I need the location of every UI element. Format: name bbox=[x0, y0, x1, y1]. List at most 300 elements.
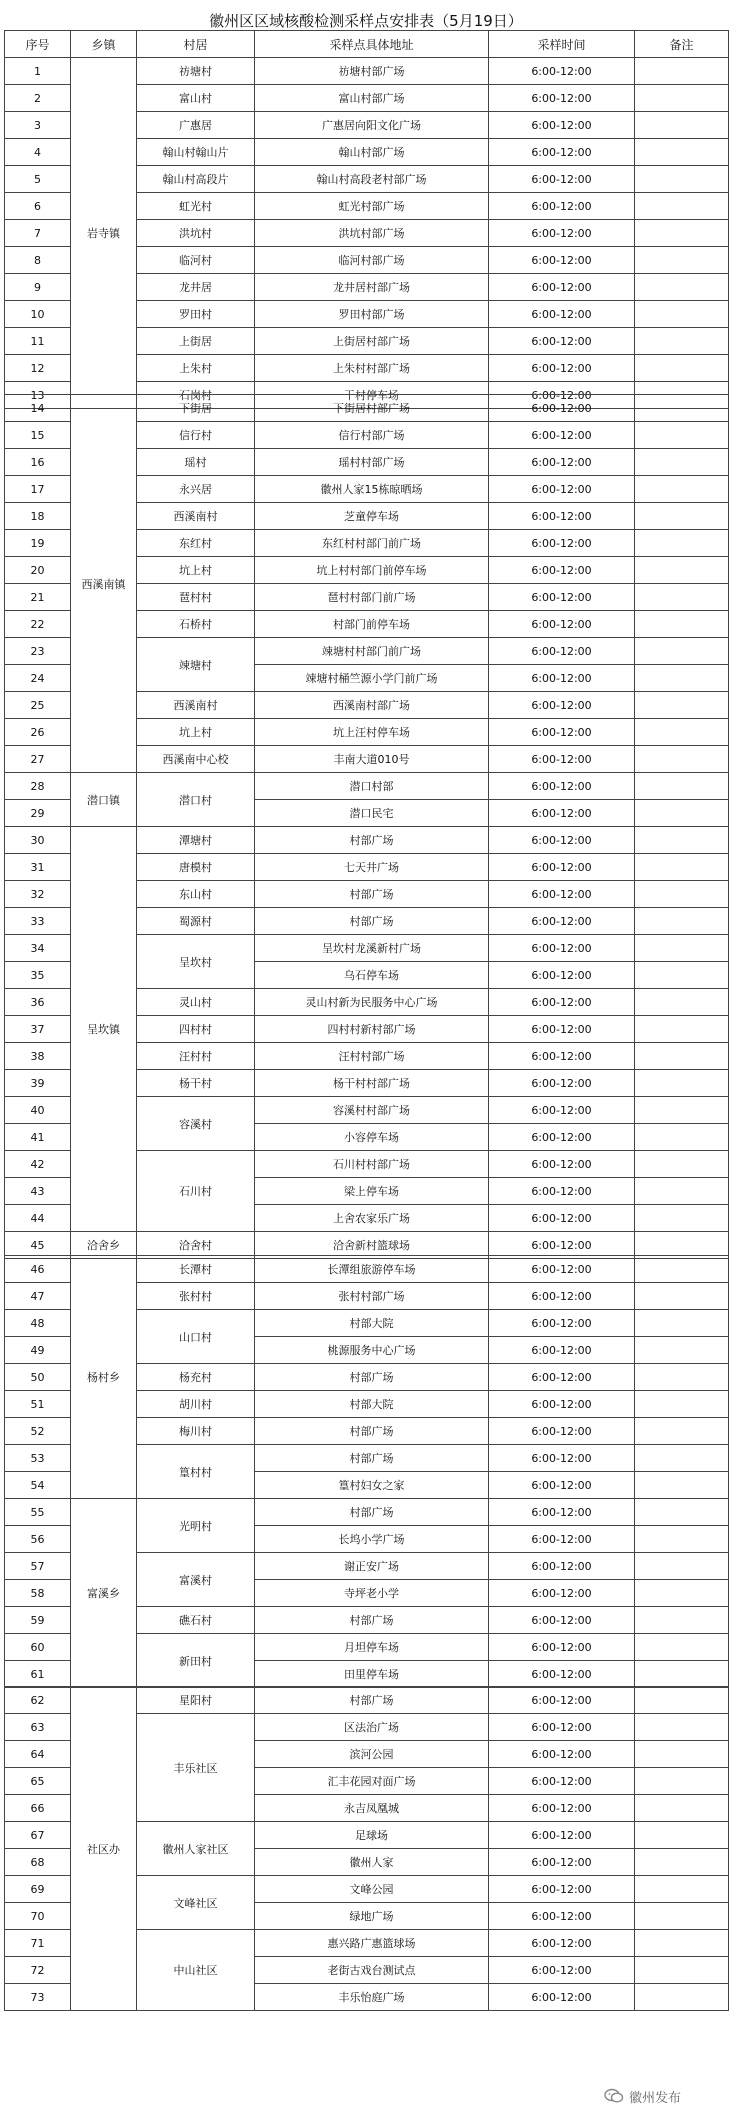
remark-cell bbox=[635, 355, 729, 382]
row-index: 22 bbox=[5, 611, 71, 638]
remark-cell bbox=[635, 1445, 729, 1472]
row-index: 38 bbox=[5, 1043, 71, 1070]
row-index: 28 bbox=[5, 773, 71, 800]
time-cell: 6:00-12:00 bbox=[489, 328, 635, 355]
time-cell: 6:00-12:00 bbox=[489, 1151, 635, 1178]
remark-cell bbox=[635, 193, 729, 220]
village-cell: 石岗村 bbox=[137, 382, 255, 409]
time-cell: 6:00-12:00 bbox=[489, 557, 635, 584]
address-cell: 上街居村部广场 bbox=[255, 328, 489, 355]
row-index: 61 bbox=[5, 1661, 71, 1688]
village-cell: 长潭村 bbox=[137, 1256, 255, 1283]
time-cell: 6:00-12:00 bbox=[489, 1876, 635, 1903]
remark-cell bbox=[635, 611, 729, 638]
village-cell: 星阳村 bbox=[137, 1687, 255, 1714]
time-cell: 6:00-12:00 bbox=[489, 382, 635, 409]
remark-cell bbox=[635, 1607, 729, 1634]
remark-cell bbox=[635, 1930, 729, 1957]
table-row bbox=[5, 827, 729, 854]
remark-cell bbox=[635, 1741, 729, 1768]
remark-cell bbox=[635, 58, 729, 85]
remark-cell bbox=[635, 274, 729, 301]
time-cell: 6:00-12:00 bbox=[489, 1795, 635, 1822]
row-index: 27 bbox=[5, 746, 71, 773]
village-cell: 下街居 bbox=[137, 395, 255, 422]
row-index: 41 bbox=[5, 1124, 71, 1151]
row-index: 37 bbox=[5, 1016, 71, 1043]
remark-cell bbox=[635, 1876, 729, 1903]
village-cell: 罗田村 bbox=[137, 301, 255, 328]
village-cell: 洪坑村 bbox=[137, 220, 255, 247]
village-cell: 呈坎村 bbox=[137, 935, 255, 989]
address-cell: 区法治广场 bbox=[255, 1714, 489, 1741]
remark-cell bbox=[635, 800, 729, 827]
row-index: 8 bbox=[5, 247, 71, 274]
remark-cell bbox=[635, 1849, 729, 1876]
time-cell: 6:00-12:00 bbox=[489, 1768, 635, 1795]
remark-cell bbox=[635, 1256, 729, 1283]
remark-cell bbox=[635, 1822, 729, 1849]
address-cell: 乌石停车场 bbox=[255, 962, 489, 989]
schedule-table-5 bbox=[4, 1686, 729, 2011]
row-index: 39 bbox=[5, 1070, 71, 1097]
address-cell: 老街古戏台测试点 bbox=[255, 1957, 489, 1984]
address-cell: 坑上汪村停车场 bbox=[255, 719, 489, 746]
time-cell: 6:00-12:00 bbox=[489, 1984, 635, 2011]
remark-cell bbox=[635, 301, 729, 328]
schedule-table-3 bbox=[4, 826, 729, 1259]
village-cell: 东山村 bbox=[137, 881, 255, 908]
time-cell: 6:00-12:00 bbox=[489, 773, 635, 800]
watermark-text: 徽州发布 bbox=[629, 2090, 682, 2106]
address-cell: 四村村新村部广场 bbox=[255, 1016, 489, 1043]
remark-cell bbox=[635, 1391, 729, 1418]
time-cell: 6:00-12:00 bbox=[489, 1310, 635, 1337]
town-cell: 社区办 bbox=[71, 1687, 137, 2011]
village-cell: 西溪南村 bbox=[137, 692, 255, 719]
time-cell: 6:00-12:00 bbox=[489, 247, 635, 274]
address-cell: 七天井广场 bbox=[255, 854, 489, 881]
row-index: 33 bbox=[5, 908, 71, 935]
time-cell: 6:00-12:00 bbox=[489, 1607, 635, 1634]
village-cell: 富溪村 bbox=[137, 1553, 255, 1607]
time-cell: 6:00-12:00 bbox=[489, 1445, 635, 1472]
row-index: 2 bbox=[5, 85, 71, 112]
village-cell: 龙井居 bbox=[137, 274, 255, 301]
village-cell: 翰山村翰山片 bbox=[137, 139, 255, 166]
village-cell: 信行村 bbox=[137, 422, 255, 449]
address-cell: 龙井居村部广场 bbox=[255, 274, 489, 301]
address-cell: 上舍农家乐广场 bbox=[255, 1205, 489, 1232]
remark-cell bbox=[635, 1151, 729, 1178]
row-index: 66 bbox=[5, 1795, 71, 1822]
row-index: 42 bbox=[5, 1151, 71, 1178]
address-cell: 永吉凤凰城 bbox=[255, 1795, 489, 1822]
time-cell: 6:00-12:00 bbox=[489, 1822, 635, 1849]
remark-cell bbox=[635, 112, 729, 139]
table-row bbox=[5, 773, 729, 800]
row-index: 1 bbox=[5, 58, 71, 85]
remark-cell bbox=[635, 989, 729, 1016]
row-index: 59 bbox=[5, 1607, 71, 1634]
remark-cell bbox=[635, 1016, 729, 1043]
address-cell: 潜口村部 bbox=[255, 773, 489, 800]
remark-cell bbox=[635, 719, 729, 746]
row-index: 51 bbox=[5, 1391, 71, 1418]
remark-cell bbox=[635, 449, 729, 476]
address-cell: 村部广场 bbox=[255, 1418, 489, 1445]
time-cell: 6:00-12:00 bbox=[489, 1256, 635, 1283]
village-cell: 上朱村 bbox=[137, 355, 255, 382]
address-cell: 信行村部广场 bbox=[255, 422, 489, 449]
time-cell: 6:00-12:00 bbox=[489, 1957, 635, 1984]
time-cell: 6:00-12:00 bbox=[489, 301, 635, 328]
address-cell: 潜口民宅 bbox=[255, 800, 489, 827]
town-cell: 富溪乡 bbox=[71, 1499, 137, 1688]
time-cell: 6:00-12:00 bbox=[489, 1661, 635, 1688]
address-cell: 村部广场 bbox=[255, 1499, 489, 1526]
village-cell: 虹光村 bbox=[137, 193, 255, 220]
col-header-time: 采样时间 bbox=[489, 31, 635, 58]
row-index: 23 bbox=[5, 638, 71, 665]
address-cell: 小容停车场 bbox=[255, 1124, 489, 1151]
address-cell: 富山村部广场 bbox=[255, 85, 489, 112]
col-header-town: 乡镇 bbox=[71, 31, 137, 58]
remark-cell bbox=[635, 1499, 729, 1526]
village-cell: 坑上村 bbox=[137, 557, 255, 584]
address-cell: 呈坎村龙溪新村广场 bbox=[255, 935, 489, 962]
time-cell: 6:00-12:00 bbox=[489, 422, 635, 449]
row-index: 18 bbox=[5, 503, 71, 530]
time-cell: 6:00-12:00 bbox=[489, 1526, 635, 1553]
row-index: 6 bbox=[5, 193, 71, 220]
row-index: 44 bbox=[5, 1205, 71, 1232]
remark-cell bbox=[635, 1957, 729, 1984]
address-cell: 杨干村村部广场 bbox=[255, 1070, 489, 1097]
village-cell: 潜口村 bbox=[137, 773, 255, 827]
address-cell: 足球场 bbox=[255, 1822, 489, 1849]
address-cell: 罗田村部广场 bbox=[255, 301, 489, 328]
row-index: 62 bbox=[5, 1687, 71, 1714]
remark-cell bbox=[635, 854, 729, 881]
remark-cell bbox=[635, 1634, 729, 1661]
remark-cell bbox=[635, 422, 729, 449]
remark-cell bbox=[635, 1283, 729, 1310]
village-cell: 坑上村 bbox=[137, 719, 255, 746]
address-cell: 竦塘村村部门前广场 bbox=[255, 638, 489, 665]
table-row bbox=[5, 1256, 729, 1283]
address-cell: 翰山村高段老村部广场 bbox=[255, 166, 489, 193]
row-index: 9 bbox=[5, 274, 71, 301]
address-cell: 绿地广场 bbox=[255, 1903, 489, 1930]
address-cell: 瑶村村部广场 bbox=[255, 449, 489, 476]
address-cell: 洪坑村部广场 bbox=[255, 220, 489, 247]
row-index: 34 bbox=[5, 935, 71, 962]
time-cell: 6:00-12:00 bbox=[489, 719, 635, 746]
row-index: 3 bbox=[5, 112, 71, 139]
village-cell: 光明村 bbox=[137, 1499, 255, 1553]
row-index: 7 bbox=[5, 220, 71, 247]
time-cell: 6:00-12:00 bbox=[489, 476, 635, 503]
remark-cell bbox=[635, 476, 729, 503]
address-cell: 徽州人家15栋晾晒场 bbox=[255, 476, 489, 503]
time-cell: 6:00-12:00 bbox=[489, 139, 635, 166]
address-cell: 坑上村村部门前停车场 bbox=[255, 557, 489, 584]
village-cell: 琶村村 bbox=[137, 584, 255, 611]
time-cell: 6:00-12:00 bbox=[489, 1849, 635, 1876]
remark-cell bbox=[635, 1364, 729, 1391]
address-cell: 村部广场 bbox=[255, 827, 489, 854]
row-index: 72 bbox=[5, 1957, 71, 1984]
address-cell: 石川村村部广场 bbox=[255, 1151, 489, 1178]
address-cell: 长坞小学广场 bbox=[255, 1526, 489, 1553]
village-cell: 蜀源村 bbox=[137, 908, 255, 935]
village-cell: 瑶村 bbox=[137, 449, 255, 476]
remark-cell bbox=[635, 1124, 729, 1151]
address-cell: 容溪村村部广场 bbox=[255, 1097, 489, 1124]
row-index: 13 bbox=[5, 382, 71, 409]
time-cell: 6:00-12:00 bbox=[489, 1499, 635, 1526]
address-cell: 村部大院 bbox=[255, 1391, 489, 1418]
col-header-village: 村居 bbox=[137, 31, 255, 58]
row-index: 64 bbox=[5, 1741, 71, 1768]
remark-cell bbox=[635, 1178, 729, 1205]
row-index: 5 bbox=[5, 166, 71, 193]
address-cell: 竦塘村桶竺源小学门前广场 bbox=[255, 665, 489, 692]
time-cell: 6:00-12:00 bbox=[489, 193, 635, 220]
row-index: 65 bbox=[5, 1768, 71, 1795]
address-cell: 谢正安广场 bbox=[255, 1553, 489, 1580]
watermark bbox=[604, 2085, 728, 2107]
remark-cell bbox=[635, 85, 729, 112]
remark-cell bbox=[635, 827, 729, 854]
remark-cell bbox=[635, 503, 729, 530]
time-cell: 6:00-12:00 bbox=[489, 166, 635, 193]
village-cell: 唐模村 bbox=[137, 854, 255, 881]
village-cell: 山口村 bbox=[137, 1310, 255, 1364]
town-cell: 潜口镇 bbox=[71, 773, 137, 827]
time-cell: 6:00-12:00 bbox=[489, 58, 635, 85]
row-index: 70 bbox=[5, 1903, 71, 1930]
village-cell: 礁石村 bbox=[137, 1607, 255, 1634]
col-header-index: 序号 bbox=[5, 31, 71, 58]
remark-cell bbox=[635, 1310, 729, 1337]
address-cell: 村部广场 bbox=[255, 1364, 489, 1391]
table-row bbox=[5, 1499, 729, 1526]
time-cell: 6:00-12:00 bbox=[489, 1097, 635, 1124]
time-cell: 6:00-12:00 bbox=[489, 1634, 635, 1661]
row-index: 17 bbox=[5, 476, 71, 503]
row-index: 60 bbox=[5, 1634, 71, 1661]
time-cell: 6:00-12:00 bbox=[489, 854, 635, 881]
row-index: 19 bbox=[5, 530, 71, 557]
row-index: 50 bbox=[5, 1364, 71, 1391]
schedule-table-4 bbox=[4, 1255, 729, 1688]
time-cell: 6:00-12:00 bbox=[489, 908, 635, 935]
address-cell: 梁上停车场 bbox=[255, 1178, 489, 1205]
row-index: 29 bbox=[5, 800, 71, 827]
row-index: 54 bbox=[5, 1472, 71, 1499]
time-cell: 6:00-12:00 bbox=[489, 395, 635, 422]
address-cell: 村部广场 bbox=[255, 1607, 489, 1634]
remark-cell bbox=[635, 395, 729, 422]
time-cell: 6:00-12:00 bbox=[489, 1364, 635, 1391]
village-cell: 竦塘村 bbox=[137, 638, 255, 692]
village-cell: 西溪南村 bbox=[137, 503, 255, 530]
schedule-table-1 bbox=[4, 30, 729, 409]
row-index: 30 bbox=[5, 827, 71, 854]
village-cell: 中山社区 bbox=[137, 1930, 255, 2011]
row-index: 4 bbox=[5, 139, 71, 166]
address-cell: 临河村部广场 bbox=[255, 247, 489, 274]
time-cell: 6:00-12:00 bbox=[489, 1714, 635, 1741]
remark-cell bbox=[635, 935, 729, 962]
address-cell: 田里停车场 bbox=[255, 1661, 489, 1688]
header-row bbox=[5, 31, 729, 58]
remark-cell bbox=[635, 665, 729, 692]
time-cell: 6:00-12:00 bbox=[489, 530, 635, 557]
address-cell: 村部大院 bbox=[255, 1310, 489, 1337]
row-index: 73 bbox=[5, 1984, 71, 2011]
address-cell: 东红村村部门前广场 bbox=[255, 530, 489, 557]
remark-cell bbox=[635, 1337, 729, 1364]
remark-cell bbox=[635, 908, 729, 935]
village-cell: 东红村 bbox=[137, 530, 255, 557]
time-cell: 6:00-12:00 bbox=[489, 85, 635, 112]
table-row bbox=[5, 58, 729, 85]
address-cell: 洽舍新村篮球场 bbox=[255, 1232, 489, 1259]
village-cell: 富山村 bbox=[137, 85, 255, 112]
address-cell: 西溪南村部广场 bbox=[255, 692, 489, 719]
time-cell: 6:00-12:00 bbox=[489, 1337, 635, 1364]
remark-cell bbox=[635, 557, 729, 584]
table-row bbox=[5, 1687, 729, 1714]
address-cell: 文峰公园 bbox=[255, 1876, 489, 1903]
row-index: 67 bbox=[5, 1822, 71, 1849]
time-cell: 6:00-12:00 bbox=[489, 449, 635, 476]
address-cell: 丰乐怡庭广场 bbox=[255, 1984, 489, 2011]
row-index: 40 bbox=[5, 1097, 71, 1124]
address-cell: 芝童停车场 bbox=[255, 503, 489, 530]
address-cell: 滨河公园 bbox=[255, 1741, 489, 1768]
remark-cell bbox=[635, 328, 729, 355]
remark-cell bbox=[635, 1472, 729, 1499]
address-cell: 汇丰花园对面广场 bbox=[255, 1768, 489, 1795]
village-cell: 翰山村高段片 bbox=[137, 166, 255, 193]
remark-cell bbox=[635, 1687, 729, 1714]
row-index: 31 bbox=[5, 854, 71, 881]
village-cell: 容溪村 bbox=[137, 1097, 255, 1151]
remark-cell bbox=[635, 962, 729, 989]
address-cell: 翰山村部广场 bbox=[255, 139, 489, 166]
address-cell: 广惠居向阳文化广场 bbox=[255, 112, 489, 139]
address-cell: 村部广场 bbox=[255, 1445, 489, 1472]
remark-cell bbox=[635, 247, 729, 274]
remark-cell bbox=[635, 1768, 729, 1795]
remark-cell bbox=[635, 1097, 729, 1124]
address-cell: 虹光村部广场 bbox=[255, 193, 489, 220]
time-cell: 6:00-12:00 bbox=[489, 274, 635, 301]
col-header-address: 采样点具体地址 bbox=[255, 31, 489, 58]
village-cell: 丰乐社区 bbox=[137, 1714, 255, 1822]
village-cell: 杨干村 bbox=[137, 1070, 255, 1097]
time-cell: 6:00-12:00 bbox=[489, 112, 635, 139]
town-cell: 洽舍乡 bbox=[71, 1232, 137, 1259]
address-cell: 丰南大道010号 bbox=[255, 746, 489, 773]
remark-cell bbox=[635, 1070, 729, 1097]
row-index: 11 bbox=[5, 328, 71, 355]
schedule-table-2 bbox=[4, 394, 729, 827]
remark-cell bbox=[635, 1903, 729, 1930]
time-cell: 6:00-12:00 bbox=[489, 1580, 635, 1607]
time-cell: 6:00-12:00 bbox=[489, 1232, 635, 1259]
village-cell: 胡川村 bbox=[137, 1391, 255, 1418]
row-index: 21 bbox=[5, 584, 71, 611]
row-index: 45 bbox=[5, 1232, 71, 1259]
address-cell: 灵山村新为民服务中心广场 bbox=[255, 989, 489, 1016]
remark-cell bbox=[635, 166, 729, 193]
remark-cell bbox=[635, 638, 729, 665]
village-cell: 新田村 bbox=[137, 1634, 255, 1688]
row-index: 46 bbox=[5, 1256, 71, 1283]
row-index: 55 bbox=[5, 1499, 71, 1526]
village-cell: 灵山村 bbox=[137, 989, 255, 1016]
row-index: 15 bbox=[5, 422, 71, 449]
village-cell: 四村村 bbox=[137, 1016, 255, 1043]
address-cell: 干村停车场 bbox=[255, 382, 489, 409]
col-header-remark: 备注 bbox=[635, 31, 729, 58]
row-index: 14 bbox=[5, 395, 71, 422]
row-index: 68 bbox=[5, 1849, 71, 1876]
row-index: 12 bbox=[5, 355, 71, 382]
time-cell: 6:00-12:00 bbox=[489, 1391, 635, 1418]
address-cell: 汪村村部广场 bbox=[255, 1043, 489, 1070]
row-index: 48 bbox=[5, 1310, 71, 1337]
row-index: 25 bbox=[5, 692, 71, 719]
row-index: 26 bbox=[5, 719, 71, 746]
row-index: 36 bbox=[5, 989, 71, 1016]
remark-cell bbox=[635, 1984, 729, 2011]
remark-cell bbox=[635, 773, 729, 800]
time-cell: 6:00-12:00 bbox=[489, 962, 635, 989]
address-cell: 徽州人家 bbox=[255, 1849, 489, 1876]
row-index: 32 bbox=[5, 881, 71, 908]
time-cell: 6:00-12:00 bbox=[489, 611, 635, 638]
time-cell: 6:00-12:00 bbox=[489, 827, 635, 854]
village-cell: 石川村 bbox=[137, 1151, 255, 1232]
remark-cell bbox=[635, 1526, 729, 1553]
time-cell: 6:00-12:00 bbox=[489, 355, 635, 382]
time-cell: 6:00-12:00 bbox=[489, 1178, 635, 1205]
remark-cell bbox=[635, 881, 729, 908]
time-cell: 6:00-12:00 bbox=[489, 1124, 635, 1151]
village-cell: 广惠居 bbox=[137, 112, 255, 139]
wechat-logo-icon bbox=[604, 2088, 624, 2104]
time-cell: 6:00-12:00 bbox=[489, 989, 635, 1016]
row-index: 35 bbox=[5, 962, 71, 989]
remark-cell bbox=[635, 692, 729, 719]
remark-cell bbox=[635, 584, 729, 611]
address-cell: 村部广场 bbox=[255, 881, 489, 908]
address-cell: 上朱村村部广场 bbox=[255, 355, 489, 382]
address-cell: 篁村妇女之家 bbox=[255, 1472, 489, 1499]
remark-cell bbox=[635, 746, 729, 773]
address-cell: 村部门前停车场 bbox=[255, 611, 489, 638]
time-cell: 6:00-12:00 bbox=[489, 1283, 635, 1310]
village-cell: 梅川村 bbox=[137, 1418, 255, 1445]
address-cell: 长潭组旅游停车场 bbox=[255, 1256, 489, 1283]
address-cell: 寺坪老小学 bbox=[255, 1580, 489, 1607]
